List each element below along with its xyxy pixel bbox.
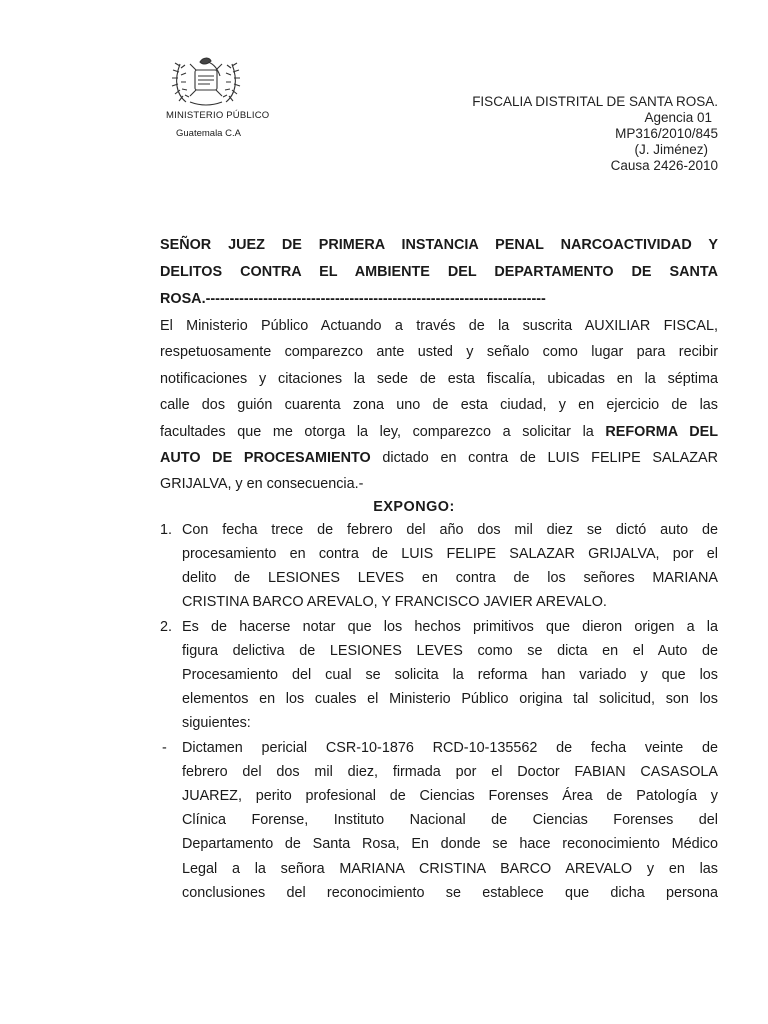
bold-request-text: AUTO DE PROCESAMIENTO bbox=[160, 450, 371, 467]
organization-name: MINISTERIO PÚBLICO bbox=[166, 110, 270, 121]
bold-request-text: REFORMA DEL bbox=[605, 423, 718, 440]
addressee-line: ROSA.----------------------------------------------------------------------- bbox=[160, 291, 546, 307]
list-line: CRISTINA BARCO AREVALO, Y FRANCISCO JAVIER AREVALO. bbox=[182, 594, 607, 611]
coat-of-arms-seal bbox=[170, 50, 242, 110]
paragraph-line bbox=[160, 445, 718, 471]
addressee-line: SEÑOR JUEZ DE PRIMERA INSTANCIA PENAL NARCOACTIVIDAD Y bbox=[160, 237, 718, 253]
document-body bbox=[160, 232, 718, 905]
list-marker: - bbox=[162, 739, 167, 756]
list-line: Con fecha trece de febrero del año dos mil diez se dictó auto de bbox=[182, 521, 718, 538]
list-line: procesamiento en contra de LUIS FELIPE SALAZAR GRIJALVA, por el bbox=[182, 546, 718, 563]
addressee-line: DELITOS CONTRA EL AMBIENTE DEL DEPARTAMENTO DE SANTA bbox=[160, 264, 718, 280]
file-number: MP316/2010/845 bbox=[615, 126, 718, 141]
paragraph-line bbox=[160, 419, 718, 445]
list-line: Procesamiento del cual se solicita la reforma han variado y que los bbox=[182, 667, 718, 684]
section-heading: EXPONGO: bbox=[373, 498, 455, 515]
paragraph-line: calle dos guión cuarenta zona uno de esta ciudad, y en ejercicio de las bbox=[160, 397, 718, 414]
list-line: elementos en los cuales el Ministerio Público origina tal solicitud, son los bbox=[182, 691, 718, 708]
responsible-person: (J. Jiménez) bbox=[634, 142, 708, 157]
office-name: FISCALIA DISTRITAL DE SANTA ROSA. bbox=[472, 94, 718, 109]
paragraph-line: respetuosamente comparezco ante usted y señalo como lugar para recibir bbox=[160, 344, 718, 361]
list-item bbox=[160, 736, 718, 905]
list-line: conclusiones del reconocimiento se establece que dicha persona bbox=[182, 884, 718, 901]
list-line: Clínica Forense, Instituto Nacional de Ciencias Forenses del bbox=[182, 812, 718, 829]
list-line: JUAREZ, perito profesional de Ciencias Forenses Área de Patología y bbox=[182, 788, 718, 805]
case-reference-block bbox=[472, 94, 718, 174]
list-line: Es de hacerse notar que los hechos primitivos que dieron origen a la bbox=[182, 618, 718, 635]
paragraph-line: notificaciones y citaciones la sede de esta fiscalía, ubicadas en la séptima bbox=[160, 370, 718, 387]
paragraph-line: GRIJALVA, y en consecuencia.- bbox=[160, 476, 364, 493]
list-item bbox=[160, 615, 718, 736]
case-number: Causa 2426-2010 bbox=[610, 158, 718, 173]
addressee-block bbox=[160, 232, 718, 313]
list-line: febrero del dos mil diez, firmada por el Doctor FABIAN CASASOLA bbox=[182, 763, 718, 780]
intro-paragraph bbox=[160, 313, 718, 498]
list-line: siguientes: bbox=[182, 715, 251, 732]
list-item bbox=[160, 518, 718, 615]
list-marker: 2. bbox=[160, 618, 173, 635]
list-line: delito de LESIONES LEVES en contra de los señores MARIANA bbox=[182, 570, 718, 587]
list-line: Legal a la señora MARIANA CRISTINA BARCO AREVALO y en las bbox=[182, 860, 718, 877]
paragraph-line: El Ministerio Público Actuando a través de la suscrita AUXILIAR FISCAL, bbox=[160, 318, 718, 334]
agency-number: Agencia 01 bbox=[644, 110, 712, 125]
list-line: Departamento de Santa Rosa, En donde se hace reconocimiento Médico bbox=[182, 836, 718, 853]
list-marker: 1. bbox=[160, 521, 173, 538]
paragraph-text: dictado en contra de LUIS FELIPE SALAZAR bbox=[382, 450, 718, 467]
list-line: figura delictiva de LESIONES LEVES como se dicta en el Auto de bbox=[182, 642, 718, 659]
organization-location: Guatemala C.A bbox=[176, 128, 241, 139]
list-line: Dictamen pericial CSR-10-1876 RCD-10-135562 de fecha veinte de bbox=[182, 739, 718, 756]
paragraph-text: facultades que me otorga la ley, comparezco a solicitar la bbox=[160, 423, 594, 440]
